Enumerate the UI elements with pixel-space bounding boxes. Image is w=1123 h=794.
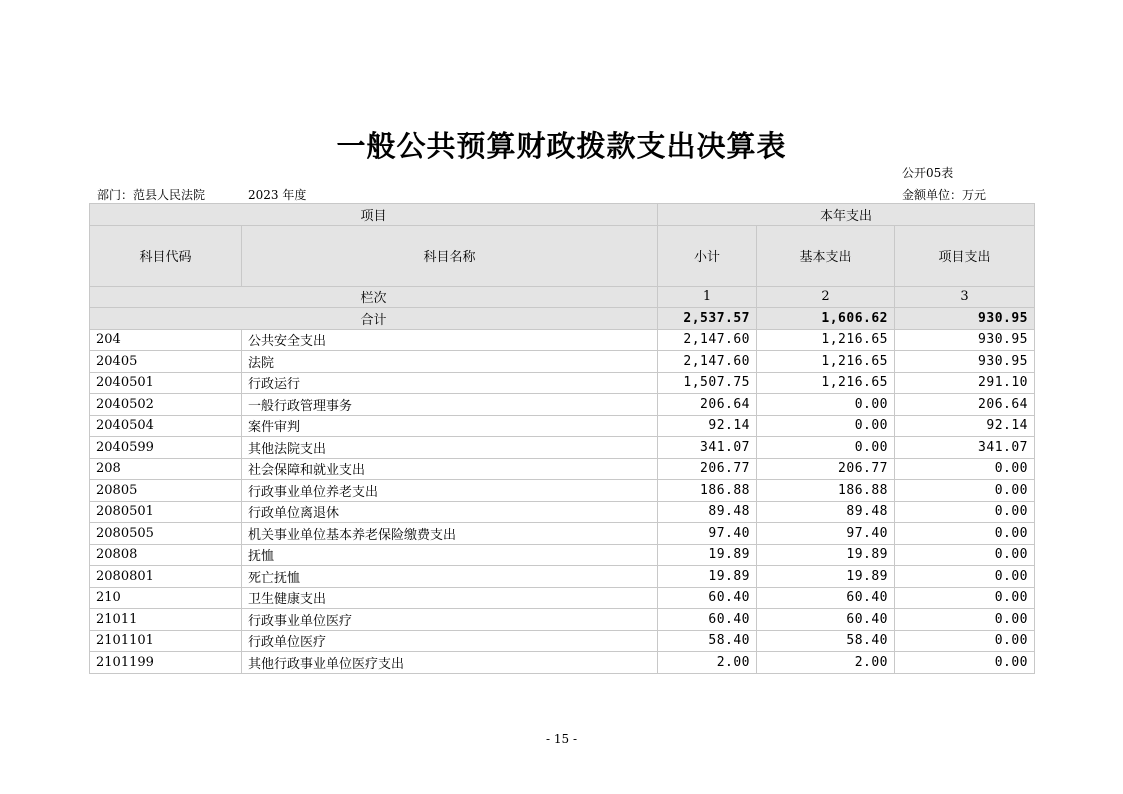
row-name: 死亡抚恤 bbox=[242, 566, 658, 588]
row-project: 0.00 bbox=[895, 501, 1035, 523]
table-row bbox=[90, 523, 1035, 545]
header-col-3: 3 bbox=[895, 286, 1035, 308]
row-name: 行政单位医疗 bbox=[242, 630, 658, 652]
table-row bbox=[90, 329, 1035, 351]
row-project: 0.00 bbox=[895, 458, 1035, 480]
row-name: 抚恤 bbox=[242, 544, 658, 566]
department-label: 部门：范县人民法院 bbox=[97, 188, 206, 202]
header-row-group bbox=[90, 204, 1035, 226]
budget-table bbox=[89, 203, 1035, 674]
header-col-1: 1 bbox=[658, 286, 757, 308]
unit-label: 金额单位：万元 bbox=[902, 188, 987, 202]
table-row bbox=[90, 630, 1035, 652]
row-code: 204 bbox=[90, 329, 242, 351]
table-row bbox=[90, 394, 1035, 416]
header-current-year: 本年支出 bbox=[658, 204, 1035, 226]
row-basic: 89.48 bbox=[757, 501, 895, 523]
row-code: 2080501 bbox=[90, 501, 242, 523]
row-basic: 1,216.65 bbox=[757, 329, 895, 351]
row-name: 卫生健康支出 bbox=[242, 587, 658, 609]
row-code: 20808 bbox=[90, 544, 242, 566]
total-project: 930.95 bbox=[895, 308, 1035, 330]
row-code: 2080801 bbox=[90, 566, 242, 588]
total-basic: 1,606.62 bbox=[757, 308, 895, 330]
table-row bbox=[90, 480, 1035, 502]
row-basic: 60.40 bbox=[757, 587, 895, 609]
table-row bbox=[90, 566, 1035, 588]
header-name: 科目名称 bbox=[242, 225, 658, 286]
row-subtotal: 186.88 bbox=[658, 480, 757, 502]
row-basic: 2.00 bbox=[757, 652, 895, 674]
table-row bbox=[90, 458, 1035, 480]
row-basic: 97.40 bbox=[757, 523, 895, 545]
row-name: 公共安全支出 bbox=[242, 329, 658, 351]
table-row bbox=[90, 609, 1035, 631]
row-subtotal: 19.89 bbox=[658, 544, 757, 566]
header-row-index bbox=[90, 286, 1035, 308]
table-row bbox=[90, 587, 1035, 609]
row-code: 210 bbox=[90, 587, 242, 609]
row-project: 0.00 bbox=[895, 523, 1035, 545]
total-row bbox=[90, 308, 1035, 330]
row-code: 21011 bbox=[90, 609, 242, 631]
row-basic: 60.40 bbox=[757, 609, 895, 631]
row-code: 20805 bbox=[90, 480, 242, 502]
row-subtotal: 2.00 bbox=[658, 652, 757, 674]
row-code: 2040504 bbox=[90, 415, 242, 437]
row-project: 0.00 bbox=[895, 480, 1035, 502]
table-row bbox=[90, 501, 1035, 523]
row-subtotal: 89.48 bbox=[658, 501, 757, 523]
row-name: 其他法院支出 bbox=[242, 437, 658, 459]
row-name: 案件审判 bbox=[242, 415, 658, 437]
table-row bbox=[90, 351, 1035, 373]
page-title: 一般公共预算财政拨款支出决算表 bbox=[336, 129, 787, 163]
row-project: 291.10 bbox=[895, 372, 1035, 394]
row-project: 0.00 bbox=[895, 587, 1035, 609]
row-code: 2040501 bbox=[90, 372, 242, 394]
row-project: 0.00 bbox=[895, 566, 1035, 588]
row-name: 行政事业单位医疗 bbox=[242, 609, 658, 631]
row-subtotal: 1,507.75 bbox=[658, 372, 757, 394]
row-code: 2101101 bbox=[90, 630, 242, 652]
row-basic: 1,216.65 bbox=[757, 372, 895, 394]
row-subtotal: 19.89 bbox=[658, 566, 757, 588]
row-basic: 206.77 bbox=[757, 458, 895, 480]
row-basic: 0.00 bbox=[757, 437, 895, 459]
table-id: 公开05表 bbox=[902, 166, 954, 180]
row-project: 92.14 bbox=[895, 415, 1035, 437]
row-name: 行政事业单位养老支出 bbox=[242, 480, 658, 502]
row-basic: 186.88 bbox=[757, 480, 895, 502]
row-code: 2101199 bbox=[90, 652, 242, 674]
row-project: 206.64 bbox=[895, 394, 1035, 416]
row-subtotal: 341.07 bbox=[658, 437, 757, 459]
row-subtotal: 60.40 bbox=[658, 587, 757, 609]
row-project: 930.95 bbox=[895, 351, 1035, 373]
row-name: 一般行政管理事务 bbox=[242, 394, 658, 416]
row-basic: 1,216.65 bbox=[757, 351, 895, 373]
row-project: 341.07 bbox=[895, 437, 1035, 459]
row-basic: 19.89 bbox=[757, 566, 895, 588]
row-code: 208 bbox=[90, 458, 242, 480]
table-row bbox=[90, 372, 1035, 394]
header-col-2: 2 bbox=[757, 286, 895, 308]
row-name: 法院 bbox=[242, 351, 658, 373]
row-code: 2040599 bbox=[90, 437, 242, 459]
row-basic: 0.00 bbox=[757, 415, 895, 437]
row-subtotal: 58.40 bbox=[658, 630, 757, 652]
year-label: 2023 年度 bbox=[248, 188, 307, 202]
row-subtotal: 2,147.60 bbox=[658, 329, 757, 351]
header-column-label: 栏次 bbox=[90, 286, 658, 308]
row-subtotal: 92.14 bbox=[658, 415, 757, 437]
table-row bbox=[90, 652, 1035, 674]
header-code: 科目代码 bbox=[90, 225, 242, 286]
row-name: 机关事业单位基本养老保险缴费支出 bbox=[242, 523, 658, 545]
row-subtotal: 97.40 bbox=[658, 523, 757, 545]
row-subtotal: 60.40 bbox=[658, 609, 757, 631]
page-number: - 15 - bbox=[545, 732, 577, 746]
row-subtotal: 2,147.60 bbox=[658, 351, 757, 373]
header-project: 项目 bbox=[90, 204, 658, 226]
total-label: 合计 bbox=[90, 308, 658, 330]
row-name: 社会保障和就业支出 bbox=[242, 458, 658, 480]
row-code: 2040502 bbox=[90, 394, 242, 416]
row-subtotal: 206.64 bbox=[658, 394, 757, 416]
row-basic: 0.00 bbox=[757, 394, 895, 416]
row-name: 其他行政事业单位医疗支出 bbox=[242, 652, 658, 674]
row-subtotal: 206.77 bbox=[658, 458, 757, 480]
table-row bbox=[90, 415, 1035, 437]
row-code: 2080505 bbox=[90, 523, 242, 545]
row-project: 0.00 bbox=[895, 652, 1035, 674]
row-project: 0.00 bbox=[895, 544, 1035, 566]
header-project-expense: 项目支出 bbox=[895, 225, 1035, 286]
header-row-columns bbox=[90, 225, 1035, 286]
row-project: 0.00 bbox=[895, 609, 1035, 631]
row-project: 0.00 bbox=[895, 630, 1035, 652]
row-name: 行政运行 bbox=[242, 372, 658, 394]
row-name: 行政单位离退休 bbox=[242, 501, 658, 523]
table-row bbox=[90, 544, 1035, 566]
row-basic: 19.89 bbox=[757, 544, 895, 566]
row-project: 930.95 bbox=[895, 329, 1035, 351]
header-basic: 基本支出 bbox=[757, 225, 895, 286]
header-subtotal: 小计 bbox=[658, 225, 757, 286]
table-row bbox=[90, 437, 1035, 459]
row-code: 20405 bbox=[90, 351, 242, 373]
row-basic: 58.40 bbox=[757, 630, 895, 652]
total-subtotal: 2,537.57 bbox=[658, 308, 757, 330]
